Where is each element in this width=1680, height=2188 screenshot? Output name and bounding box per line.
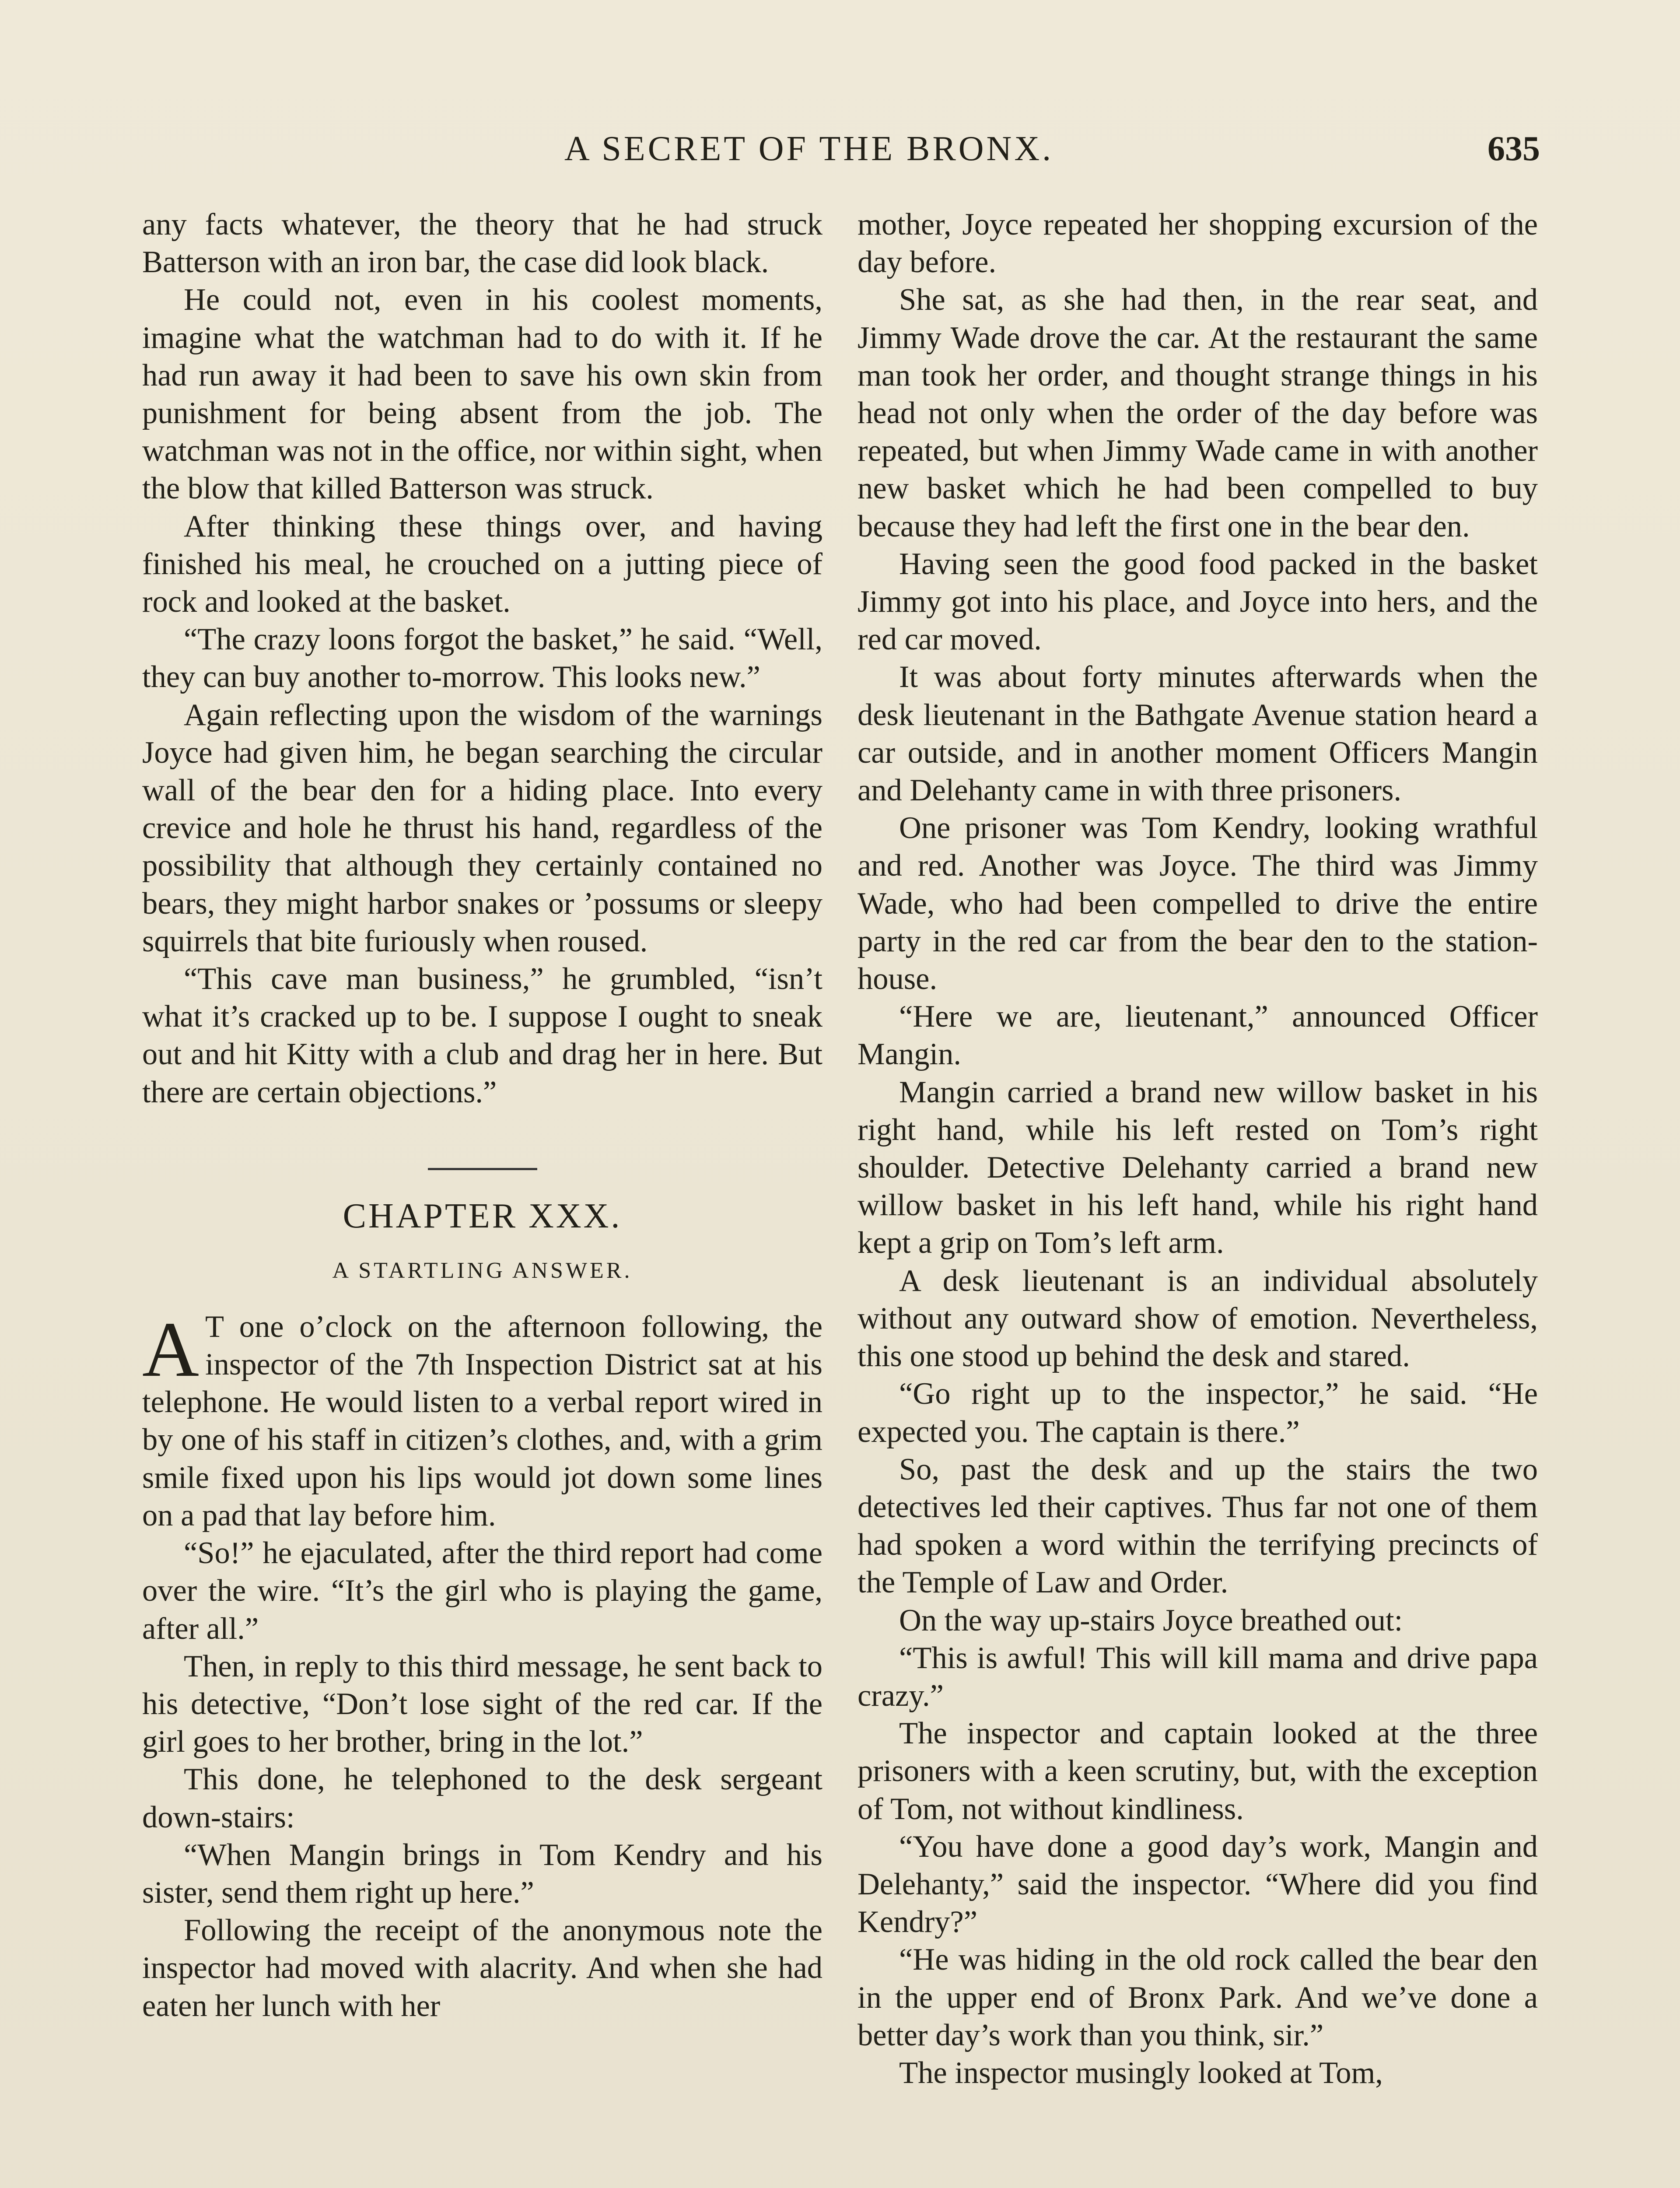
paragraph: “Here we are, lieutenant,” announced Officer Mangin. bbox=[858, 999, 1538, 1072]
paragraph: The inspector and captain looked at the three prisoners with a keen scrutiny, but, with the exception of Tom, not without kindliness. bbox=[858, 1716, 1538, 1826]
paragraph: Following the receipt of the anonymous note the inspector had moved with alacrity. And when she had eaten her lunch with her bbox=[142, 1913, 822, 2023]
paragraph: “When Mangin brings in Tom Kendry and his sister, send them right up here.” bbox=[142, 1837, 822, 1910]
paragraph: Again reflecting upon the wisdom of the warnings Joyce had given him, he began searching the circular wall of the bear den for a hiding place. Into every crevice and hole he thrust his hand, regardless of the possibility that although they certainly contained no bears, they might harbor snakes or ’possums or sleepy squirrels that bite furiously when roused. bbox=[142, 698, 822, 958]
paragraph: It was about forty minutes afterwards when the desk lieutenant in the Bathgate Avenue station heard a car outside, and in another moment Officers Mangin and Delehanty came in with three prisoners. bbox=[858, 660, 1538, 808]
drop-cap: A bbox=[142, 1305, 199, 1393]
chapter-subtitle: A STARTLING ANSWER. bbox=[332, 1258, 633, 1283]
paragraph: “Go right up to the inspector,” he said. “He expected you. The captain is there.” bbox=[858, 1377, 1538, 1449]
paragraph: “So!” he ejaculated, after the third report had come over the wire. “It’s the girl who is playing the game, after all.” bbox=[142, 1536, 822, 1646]
paragraph: “You have done a good day’s work, Mangin and Delehanty,” said the inspector. “Where did you find Kendry?” bbox=[858, 1829, 1538, 1939]
paragraph: “The crazy loons forgot the basket,” he said. “Well, they can buy another to-morrow. This looks new.” bbox=[142, 622, 822, 694]
paragraph: mother, Joyce repeated her shopping excursion of the day before. bbox=[858, 207, 1538, 280]
section-divider bbox=[428, 1168, 537, 1170]
paragraph: He could not, even in his coolest moments, imagine what the watchman had to do with it. If he had run away it had been to save his own skin from punishment for being absent from the job. The watchman was not in the office, nor within sight, when the blow that killed Batterson was struck. bbox=[142, 283, 822, 506]
paragraph: “He was hiding in the old rock called the bear den in the upper end of Bronx Park. And we’ve done a better day’s work than you think, sir.” bbox=[858, 1943, 1538, 2052]
left-column bbox=[142, 206, 822, 2025]
page-header bbox=[140, 129, 1540, 177]
paragraph: any facts whatever, the theory that he had struck Batterson with an iron bar, the case did look black. bbox=[142, 207, 822, 280]
paragraph: On the way up-stairs Joyce breathed out: bbox=[899, 1603, 1403, 1637]
paragraph: One prisoner was Tom Kendry, looking wrathful and red. Another was Joyce. The third was Jimmy Wade, who had been compelled to drive the entire party in the red car from the bear den to the station-house. bbox=[858, 811, 1538, 996]
paragraph: The inspector musingly looked at Tom, bbox=[899, 2055, 1383, 2090]
opening-paragraph-text: T one o’clock on the afternoon following, the inspector of the 7th Inspection District sat at his telephone. He would listen to a verbal report wired in by one of his staff in citizen’s clothes, and, with a grim smile fixed upon his lips would jot down some lines on a pad that lay before him. bbox=[142, 1309, 822, 1532]
paragraph: She sat, as she had then, in the rear seat, and Jimmy Wade drove the car. At the restaurant the same man took her order, and thought strange things in his head not only when the order of the day before was repeated, but when Jimmy Wade came in with another new basket which he had been compelled to buy because they had left the first one in the bear den. bbox=[858, 283, 1538, 543]
paragraph: After thinking these things over, and having finished his meal, he crouched on a jutting piece of rock and looked at the basket. bbox=[142, 509, 822, 619]
paragraph: A desk lieutenant is an individual absolutely without any outward show of emotion. Nevertheless, this one stood up behind the desk and stared. bbox=[858, 1263, 1538, 1374]
opening-paragraph bbox=[142, 1305, 822, 1534]
page-number: 635 bbox=[1488, 130, 1540, 168]
paragraph: Then, in reply to this third message, he sent back to his detective, “Don’t lose sight of the red car. If the girl goes to her brother, bring in the lot.” bbox=[142, 1649, 822, 1759]
paragraph: Having seen the good food packed in the basket Jimmy got into his place, and Joyce into hers, and the red car moved. bbox=[858, 547, 1538, 657]
paragraph: “This is awful! This will kill mama and drive papa crazy.” bbox=[858, 1641, 1538, 1713]
chapter-title: CHAPTER XXX. bbox=[343, 1196, 622, 1235]
right-column bbox=[858, 206, 1538, 2092]
paragraph: This done, he telephoned to the desk sergeant down-stairs: bbox=[142, 1762, 822, 1834]
paragraph: Mangin carried a brand new willow basket in his right hand, while his left rested on Tom’s right shoulder. Detective Delehanty carried a brand new willow basket in his left hand, while his right hand kept a grip on Tom’s left arm. bbox=[858, 1075, 1538, 1260]
paragraph: “This cave man business,” he grumbled, “isn’t what it’s cracked up to be. I suppose I ought to sneak out and hit Kitty with a club and drag her in here. But there are certain objections.” bbox=[142, 962, 822, 1109]
running-title: A SECRET OF THE BRONX. bbox=[564, 130, 1054, 168]
paragraph: So, past the desk and up the stairs the two detectives led their captives. Thus far not one of them had spoken a word within the terrifying precincts of the Temple of Law and Order. bbox=[858, 1452, 1538, 1600]
